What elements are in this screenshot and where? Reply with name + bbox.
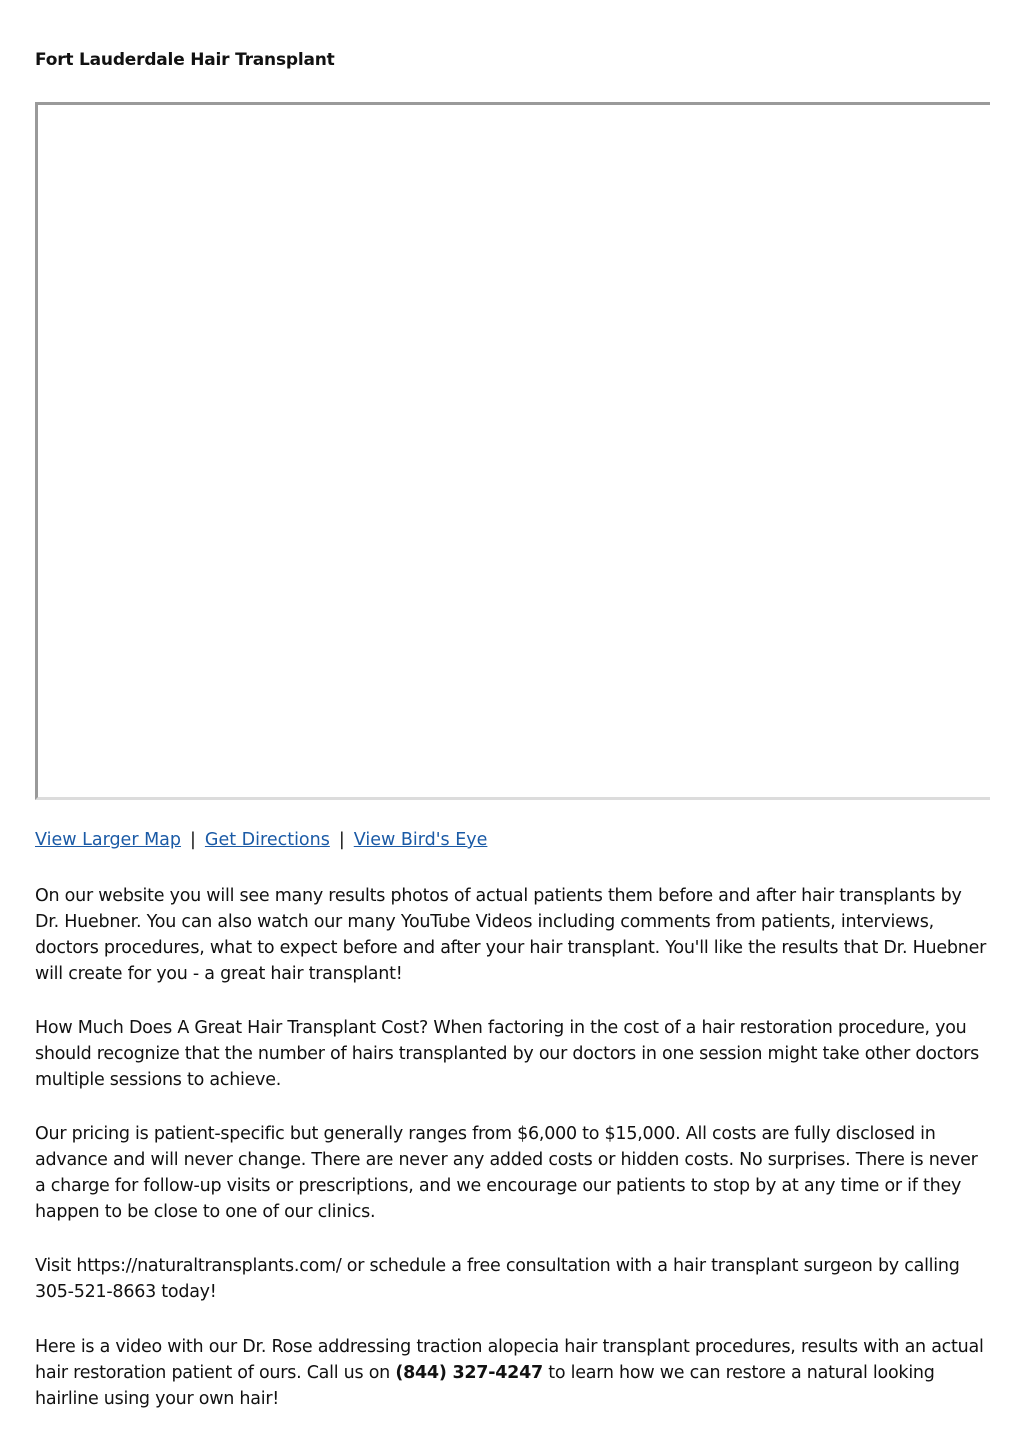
paragraph-visit-website: Visit https://naturaltransplants.com/ or schedule a free consultation with a hair transplant surgeon by calling 305-521-8663 today! <box>35 1256 960 1302</box>
paragraph-text: to learn how we can restore a natural looking hairline using your own hair! <box>35 1363 935 1409</box>
link-separator: | <box>338 830 345 850</box>
paragraph-results-photos: On our website you will see many results photos of actual patients them before and after hair transplants by Dr. Huebner. You can also watch our many YouTube Videos including comments from patients, interviews, doctors procedures, what to expect before and after your hair transplant. You'll like the results that Dr. Huebner will create for you - a great hair transplant! <box>35 886 987 984</box>
get-directions-link[interactable]: Get Directions <box>204 830 330 850</box>
paragraph-pricing: Our pricing is patient-specific but generally ranges from $6,000 to $15,000. All costs are fully disclosed in advance and will never change. There are never any added costs or hidden costs. No surprises. There is never a charge for follow-up visits or prescriptions, and we encourage our patients to stop by at any time or if they happen to be close to one of our clinics. <box>35 1124 978 1222</box>
link-separator: | <box>190 830 196 850</box>
paragraph-cost-question: How Much Does A Great Hair Transplant Cost? When factoring in the cost of a hair restoration procedure, you should recognize that the number of hairs transplanted by our doctors in one session might take other doctors multiple sessions to achieve. <box>35 1018 979 1090</box>
paragraph-video-call <box>35 1334 990 1412</box>
phone-number: (844) 327-4247 <box>395 1363 543 1383</box>
view-birds-eye-link[interactable]: View Bird's Eye <box>353 830 488 850</box>
map-links-bar <box>35 830 487 850</box>
view-larger-map-link[interactable]: View Larger Map <box>35 830 182 850</box>
page-title: Fort Lauderdale Hair Transplant <box>35 50 335 70</box>
paragraph-text: Here is a video with our Dr. Rose addressing traction alopecia hair transplant procedures, results with an actual hair restoration patient of ours. Call us on <box>35 1337 984 1383</box>
embedded-map-frame[interactable] <box>35 102 990 800</box>
